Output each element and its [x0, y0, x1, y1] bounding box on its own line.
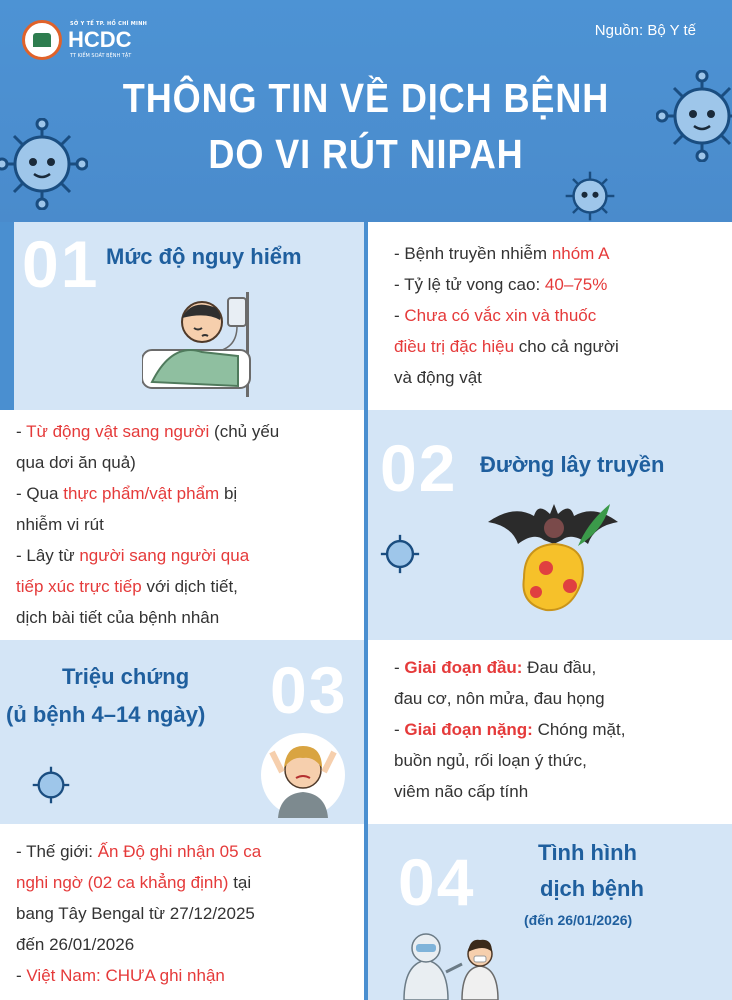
fruit-bat-mango-illustration — [484, 494, 622, 618]
plain-text: - — [394, 658, 405, 677]
virus-section-03-icon — [30, 764, 72, 806]
patient-in-bed-illustration — [142, 290, 292, 402]
plain-text: cho cả người — [514, 337, 619, 356]
virus-section-02-icon — [378, 532, 422, 576]
highlighted-text: Giai đoạn nặng: — [404, 720, 533, 739]
health-worker-illustration — [396, 924, 506, 1000]
highlighted-text: thực phẩm/vật phẩm — [63, 484, 220, 503]
highlighted-text: nghi ngờ (02 ca khẳng định) — [16, 873, 229, 892]
plain-text: - — [16, 966, 27, 985]
plain-text: nhiễm vi rút — [16, 515, 104, 534]
plain-text: buồn ngủ, rối loạn ý thức, — [394, 751, 587, 770]
plain-text: - Lây từ — [16, 546, 80, 565]
plain-text: Chóng mặt, — [532, 720, 626, 739]
highlighted-text: 40–75% — [544, 275, 608, 294]
section-01-line — [394, 269, 724, 300]
plain-text: - Thế giới: — [16, 842, 98, 861]
source-label: Nguồn: Bộ Y tế — [594, 22, 696, 39]
section-02-line — [16, 447, 356, 478]
section-04-line — [16, 898, 356, 929]
plain-text: - — [394, 306, 405, 325]
plain-text: - Qua — [16, 484, 64, 503]
section-02-title-panel — [368, 410, 732, 640]
section-04-subheading: (đến 26/01/2026) — [524, 912, 633, 928]
section-04-line — [16, 929, 356, 960]
section-02-line — [16, 540, 356, 571]
section-01-number: 01 — [22, 227, 100, 301]
section-03-line — [394, 745, 724, 776]
highlighted-text: tiếp xúc trực tiếp — [16, 577, 142, 596]
section-04-title-panel — [368, 824, 732, 1000]
virus-small-icon — [562, 168, 618, 224]
section-04-text — [16, 836, 356, 991]
section-03-line — [394, 714, 724, 745]
plain-text: - — [16, 422, 27, 441]
logo-bottom-text: TT KIỂM SOÁT BỆNH TẬT — [70, 53, 132, 59]
headache-person-illustration — [260, 732, 346, 818]
plain-text: đến 26/01/2026 — [16, 935, 135, 954]
section-03-number: 03 — [270, 653, 348, 727]
section-01-title-panel — [14, 222, 364, 410]
section-03-text — [394, 652, 724, 807]
logo-main-text: HCDC — [68, 27, 132, 52]
section-02-line — [16, 571, 356, 602]
title-line-1: THÔNG TIN VỀ DỊCH BỆNH — [122, 75, 610, 121]
section-04-heading-line-2: dịch bệnh — [540, 876, 644, 901]
highlighted-text: nhóm A — [551, 244, 610, 263]
plain-text: dịch bài tiết của bệnh nhân — [16, 608, 220, 627]
page-title — [44, 70, 688, 182]
section-03-title-panel — [0, 640, 364, 824]
plain-text: tại — [228, 873, 252, 892]
section-04-heading-line-1: Tình hình — [538, 840, 637, 865]
highlighted-text: Việt Nam: CHƯA ghi nhận — [26, 966, 225, 985]
section-02-heading: Đường lây truyền — [480, 452, 665, 477]
section-02-line — [16, 602, 356, 633]
section-03-heading-line-2: (ủ bệnh 4–14 ngày) — [6, 702, 206, 727]
section-02-content-panel — [0, 410, 364, 640]
plain-text: - — [394, 720, 405, 739]
logo-top-text: SỞ Y TẾ TP. HỒ CHÍ MINH — [70, 21, 148, 27]
section-01-line — [394, 362, 724, 393]
section-03-content-panel — [368, 640, 732, 824]
section-01-content-panel — [368, 222, 732, 410]
section-02-line — [16, 416, 356, 447]
section-04-line — [16, 867, 356, 898]
section-02-number: 02 — [380, 431, 458, 505]
section-01-line — [394, 238, 724, 269]
section-03-line — [394, 776, 724, 807]
section-03-line — [394, 652, 724, 683]
section-02-line — [16, 478, 356, 509]
plain-text: - Bệnh truyền nhiễm — [394, 244, 552, 263]
plain-text: bang Tây Bengal từ 27/12/2025 — [16, 904, 255, 923]
header-banner — [0, 0, 732, 222]
section-02-text — [16, 416, 356, 633]
title-line-2: DO VI RÚT NIPAH — [208, 131, 524, 177]
highlighted-text: Chưa có vắc xin và thuốc — [404, 306, 597, 325]
section-01-text — [394, 238, 724, 393]
section-01-heading: Mức độ nguy hiểm — [106, 244, 302, 269]
plain-text: Đau đầu, — [522, 658, 597, 677]
section-03-heading-line-1: Triệu chứng — [62, 664, 190, 689]
highlighted-text: Từ động vật sang người — [26, 422, 210, 441]
highlighted-text: Giai đoạn đầu: — [404, 658, 523, 677]
plain-text: với dịch tiết, — [141, 577, 238, 596]
hcdc-emblem-icon — [22, 20, 62, 60]
section-04-line — [16, 960, 356, 991]
plain-text: viêm não cấp tính — [394, 782, 529, 801]
section-04-content-panel — [0, 824, 364, 1000]
plain-text: qua dơi ăn quả) — [16, 453, 136, 472]
section-04-line — [16, 836, 356, 867]
section-04-number: 04 — [398, 845, 476, 919]
hcdc-logo — [22, 18, 182, 66]
plain-text: - Tỷ lệ tử vong cao: — [394, 275, 545, 294]
highlighted-text: điều trị đặc hiệu — [394, 337, 515, 356]
section-02-line — [16, 509, 356, 540]
plain-text: đau cơ, nôn mửa, đau họng — [394, 689, 605, 708]
section-01-line — [394, 331, 724, 362]
virus-left-icon — [0, 118, 88, 210]
highlighted-text: người sang người qua — [79, 546, 250, 565]
section-03-line — [394, 683, 724, 714]
virus-right-icon — [656, 70, 732, 162]
plain-text: bị — [219, 484, 238, 503]
highlighted-text: Ấn Độ ghi nhận 05 ca — [97, 842, 262, 861]
plain-text: và động vật — [394, 368, 482, 387]
plain-text: (chủ yếu — [209, 422, 280, 441]
section-01-line — [394, 300, 724, 331]
